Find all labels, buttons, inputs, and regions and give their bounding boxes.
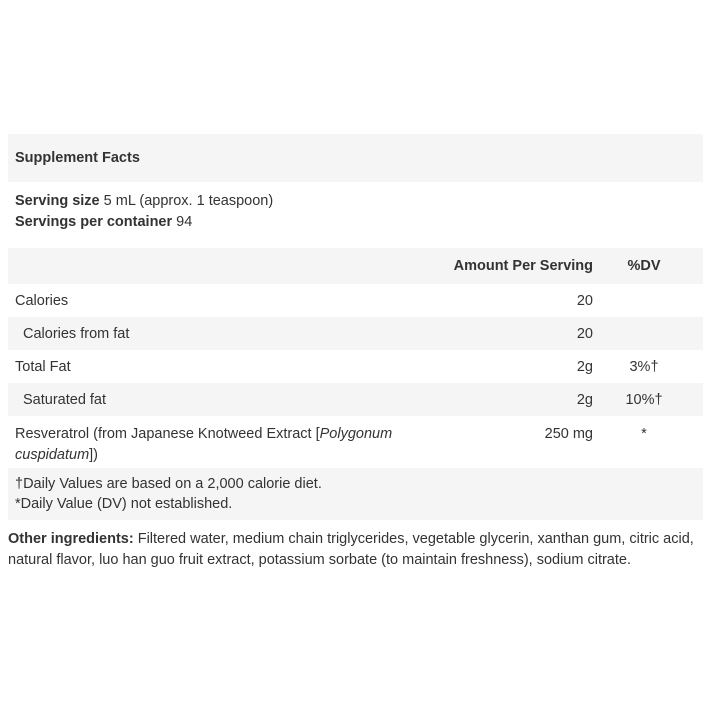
nutrient-name-prefix: Resveratrol (from Japanese Knotweed Extract [ bbox=[15, 426, 320, 442]
nutrient-amount: 20 bbox=[576, 292, 593, 309]
footnotes bbox=[8, 468, 703, 520]
table-header bbox=[8, 248, 703, 284]
table-row bbox=[8, 317, 703, 350]
nutrient-name: Total Fat bbox=[15, 358, 71, 375]
header-amount: Amount Per Serving bbox=[453, 258, 593, 274]
footnote-asterisk: *Daily Value (DV) not established. bbox=[15, 496, 233, 512]
nutrient-amount: 250 mg bbox=[544, 426, 593, 442]
nutrient-name bbox=[8, 424, 418, 466]
nutrient-amount: 2g bbox=[576, 391, 593, 408]
table-row bbox=[8, 284, 703, 317]
nutrient-name-latin: Polygonum cuspidatum bbox=[15, 426, 393, 463]
nutrient-amount: 20 bbox=[576, 325, 593, 342]
nutrient-dv: 10%† bbox=[625, 391, 663, 408]
nutrient-name: Saturated fat bbox=[23, 391, 107, 408]
other-ingredients bbox=[8, 529, 696, 571]
table-row bbox=[8, 416, 703, 468]
nutrient-name: Calories from fat bbox=[23, 325, 130, 342]
panel-title: Supplement Facts bbox=[15, 150, 140, 166]
nutrient-name: Calories bbox=[15, 292, 69, 309]
table-row bbox=[8, 350, 703, 383]
title-bar bbox=[8, 134, 703, 182]
other-ingredients-label: Other ingredients: bbox=[8, 531, 134, 547]
nutrient-dv: * bbox=[641, 426, 647, 442]
nutrient-name-suffix: ]) bbox=[89, 447, 99, 463]
servings-per-container-line bbox=[15, 212, 703, 233]
serving-size-value: 5 mL (approx. 1 teaspoon) bbox=[103, 193, 274, 209]
nutrient-amount: 2g bbox=[576, 358, 593, 375]
nutrient-dv: 3%† bbox=[629, 358, 659, 375]
serving-size-line bbox=[15, 191, 703, 212]
other-ingredients-text: Filtered water, medium chain triglycerides, vegetable glycerin, xanthan gum, citric acid, natural flavor, luo han guo fruit extract, potassium sorbate (to maintain freshness), sodium citrate. bbox=[8, 531, 694, 568]
footnote-dagger: †Daily Values are based on a 2,000 calorie diet. bbox=[15, 476, 322, 492]
servings-value: 94 bbox=[176, 214, 193, 230]
header-dv: %DV bbox=[627, 258, 661, 274]
servings-label: Servings per container bbox=[15, 214, 173, 230]
supplement-facts-panel bbox=[8, 134, 703, 520]
serving-info bbox=[8, 182, 703, 248]
table-row bbox=[8, 383, 703, 416]
serving-size-label: Serving size bbox=[15, 193, 100, 209]
